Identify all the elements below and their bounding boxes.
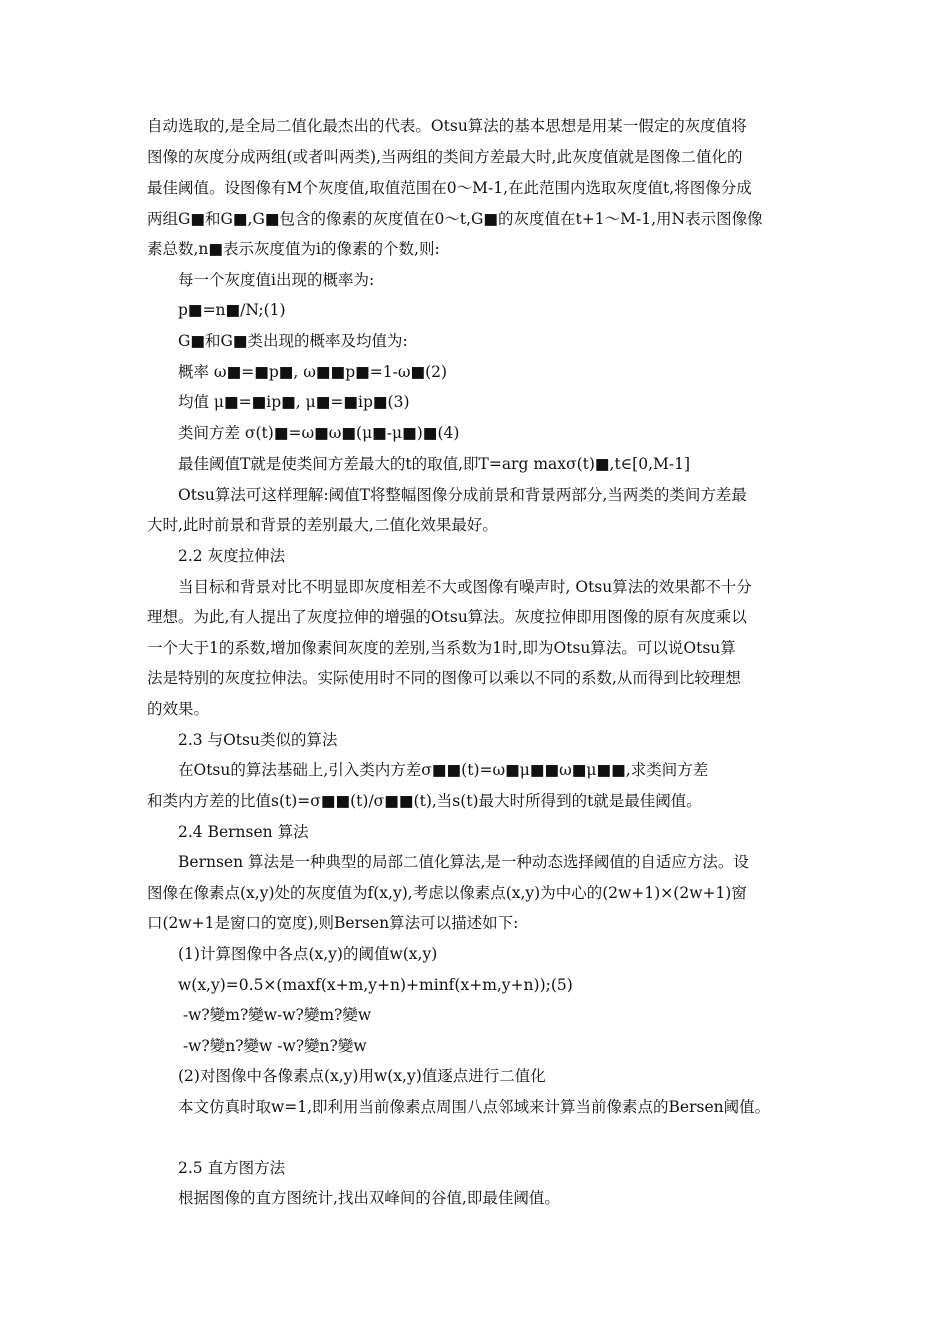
formula-line: p■=n■/N;(1) bbox=[178, 301, 286, 319]
paragraph-line: 和类内方差的比值s(t)=σ■■(t)/σ■■(t),当s(t)最大时所得到的t就是最佳阈值。 bbox=[147, 792, 702, 810]
paragraph-line: 理想。为此,有人提出了灰度拉伸的增强的Otsu算法。灰度拉伸即用图像的原有灰度乘以 bbox=[147, 608, 747, 626]
paragraph-line: 一个大于1的系数,增加像素间灰度的差别,当系数为1时,即为Otsu算法。可以说Otsu算 bbox=[147, 639, 736, 657]
paragraph-line: 口(2w+1是窗口的宽度),则Bersen算法可以描述如下: bbox=[147, 914, 519, 932]
formula-line: -w?變n?變w -w?變n?變w bbox=[178, 1037, 367, 1055]
paragraph-line: 图像的灰度分成两组(或者叫两类),当两组的类间方差最大时,此灰度值就是图像二值化的 bbox=[147, 148, 743, 166]
formula-line: 均值 μ■=■ip■, μ■=■ip■(3) bbox=[178, 393, 410, 411]
paragraph-line: 最佳阈值T就是使类间方差最大的t的取值,即T=arg maxσ(t)■,t∈[0,M-1] bbox=[178, 455, 691, 473]
section-heading: 2.2 灰度拉伸法 bbox=[178, 547, 286, 565]
paragraph-line: (2)对图像中各像素点(x,y)用w(x,y)值逐点进行二值化 bbox=[178, 1067, 546, 1085]
paragraph-line: 在Otsu的算法基础上,引入类内方差σ■■(t)=ω■μ■■ω■μ■■,求类间方差 bbox=[178, 761, 709, 779]
paragraph-line: 根据图像的直方图统计,找出双峰间的谷值,即最佳阈值。 bbox=[178, 1189, 560, 1207]
paragraph-line: 大时,此时前景和背景的差别最大,二值化效果最好。 bbox=[147, 516, 498, 534]
formula-line: 概率 ω■=■p■, ω■■p■=1-ω■(2) bbox=[178, 363, 448, 381]
paragraph-line: Bernsen 算法是一种典型的局部二值化算法,是一种动态选择阈值的自适应方法。设 bbox=[178, 853, 749, 871]
paragraph-line: 图像在像素点(x,y)处的灰度值为f(x,y),考虑以像素点(x,y)为中心的(2w+1)×(2w+1)窗 bbox=[147, 884, 747, 902]
paragraph-line: 两组G■和G■,G■包含的像素的灰度值在0～t,G■的灰度值在t+1～M-1,用N表示图像像 bbox=[147, 210, 763, 228]
formula-line: 类间方差 σ(t)■=ω■ω■(μ■-μ■)■(4) bbox=[178, 424, 460, 442]
paragraph-line: 每一个灰度值i出现的概率为: bbox=[178, 271, 375, 289]
section-heading: 2.5 直方图方法 bbox=[178, 1159, 286, 1177]
paragraph-line: (1)计算图像中各点(x,y)的阈值w(x,y) bbox=[178, 945, 438, 963]
section-heading: 2.4 Bernsen 算法 bbox=[178, 823, 309, 841]
paragraph-line: G■和G■类出现的概率及均值为: bbox=[178, 332, 408, 350]
paragraph-line: 素总数,n■表示灰度值为i的像素的个数,则: bbox=[147, 240, 440, 258]
paragraph-line: 最佳阈值。设图像有M个灰度值,取值范围在0～M-1,在此范围内选取灰度值t,将图像分成 bbox=[147, 179, 752, 197]
formula-line: w(x,y)=0.5×(maxf(x+m,y+n)+minf(x+m,y+n));(5) bbox=[178, 976, 573, 994]
paragraph-line: 的效果。 bbox=[147, 700, 210, 718]
paragraph-line: 本文仿真时取w=1,即利用当前像素点周围八点邻域来计算当前像素点的Bersen阈值。 bbox=[178, 1098, 771, 1116]
formula-line: -w?變m?變w-w?變m?變w bbox=[178, 1006, 372, 1024]
section-heading: 2.3 与Otsu类似的算法 bbox=[178, 731, 338, 749]
paragraph-line: Otsu算法可这样理解:阈值T将整幅图像分成前景和背景两部分,当两类的类间方差最 bbox=[178, 486, 747, 504]
paragraph-line: 自动选取的,是全局二值化最杰出的代表。Otsu算法的基本思想是用某一假定的灰度值将 bbox=[147, 117, 747, 135]
paragraph-line: 法是特别的灰度拉伸法。实际使用时不同的图像可以乘以不同的系数,从而得到比较理想 bbox=[147, 669, 741, 687]
paragraph-line: 当目标和背景对比不明显即灰度相差不大或图像有噪声时, Otsu算法的效果都不十分 bbox=[178, 578, 752, 596]
